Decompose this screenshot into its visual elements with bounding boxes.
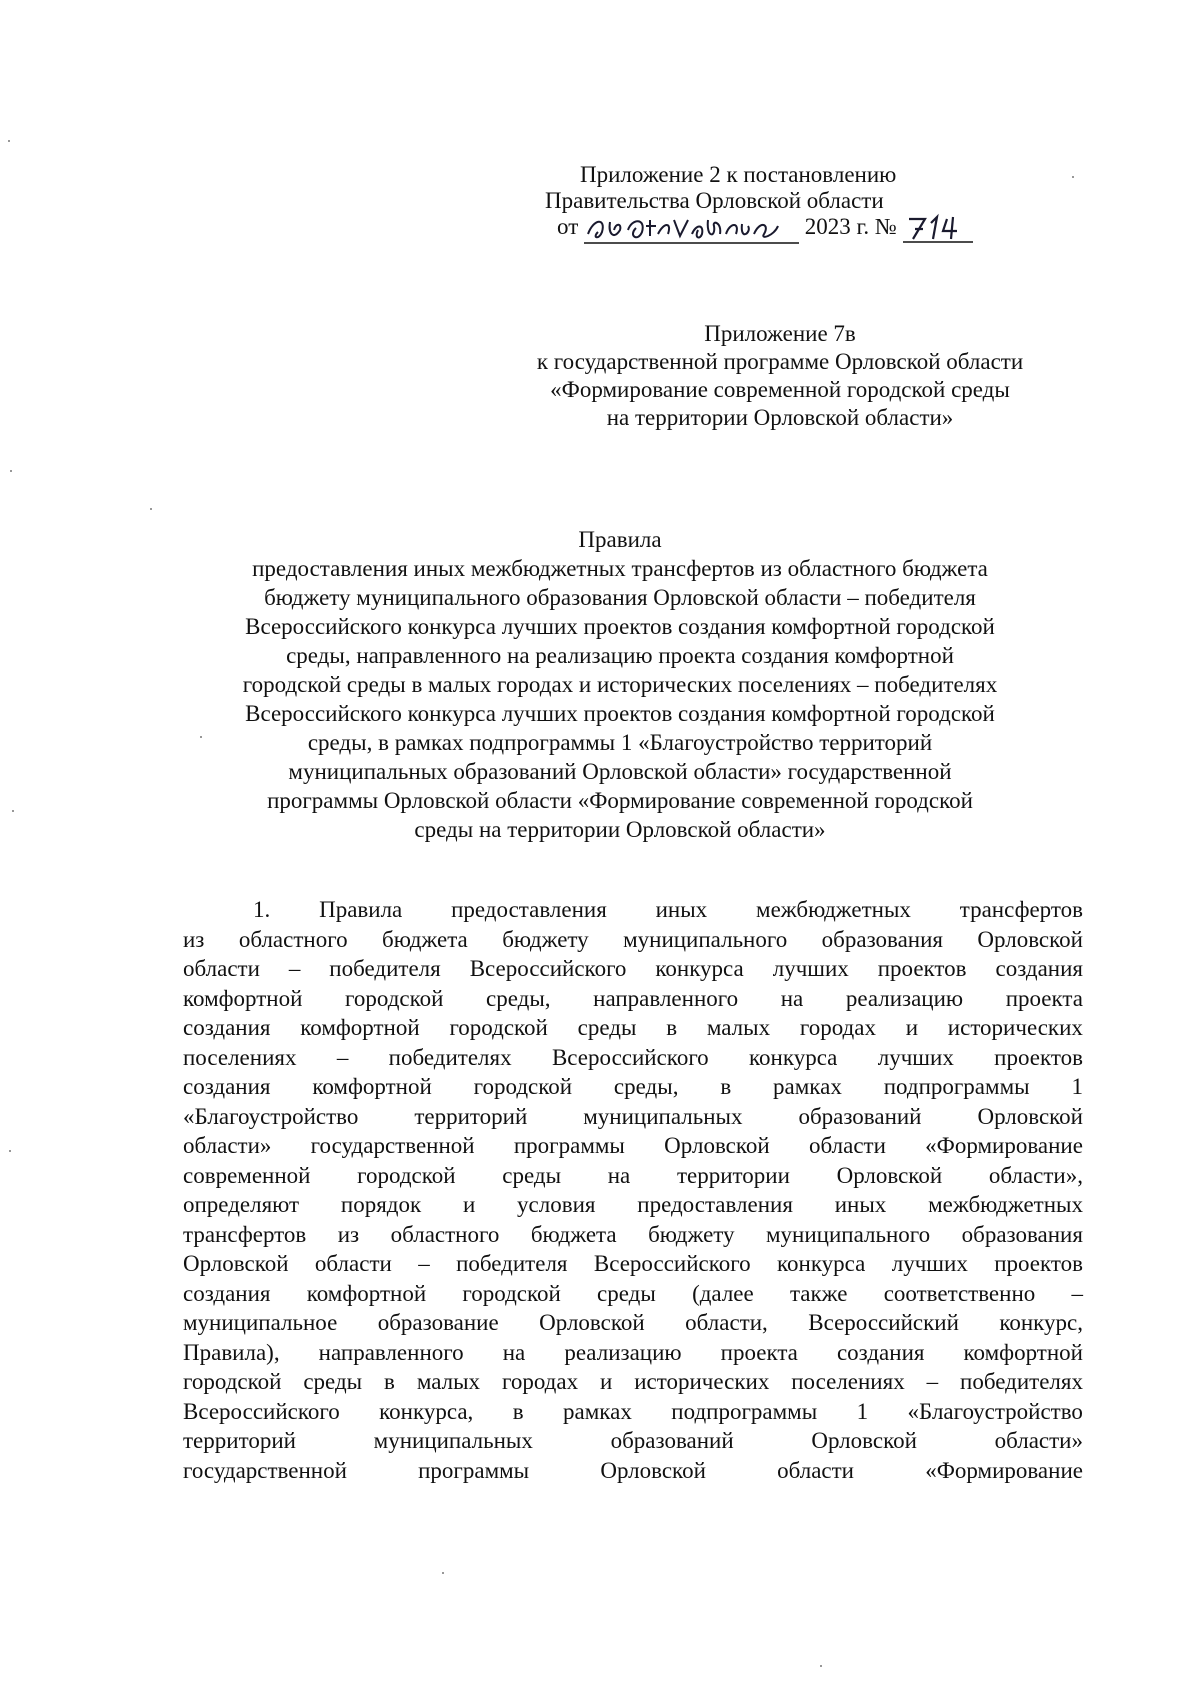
body-word: предоставления xyxy=(451,897,607,922)
body-word: на xyxy=(607,1162,631,1188)
body-word: проектов xyxy=(994,1251,1083,1276)
body-word: конкурса xyxy=(655,956,744,981)
body-line xyxy=(183,1072,1083,1102)
body-line xyxy=(183,984,1083,1014)
body-word: – xyxy=(418,1251,430,1276)
title-line: программы Орловской области «Формирование современной городской xyxy=(267,788,973,813)
body-word: в xyxy=(384,1369,395,1394)
body-word: комфортной xyxy=(963,1339,1083,1365)
body-word: Орловской xyxy=(539,1310,645,1335)
body-word: области, xyxy=(685,1310,768,1335)
program-header-line3: «Формирование современной городской среды xyxy=(550,377,1010,402)
body-word: подпрограммы xyxy=(671,1398,818,1424)
body-word: муниципального xyxy=(766,1221,931,1247)
body-word: области» xyxy=(994,1428,1083,1453)
body-word: иных xyxy=(834,1192,887,1217)
body-word: среды xyxy=(303,1369,363,1394)
body-word: конкурса, xyxy=(379,1398,474,1424)
scan-speck xyxy=(8,140,10,142)
body-word: победителях xyxy=(388,1044,512,1070)
title-line: Всероссийского конкурса лучших проектов создания комфортной городской xyxy=(245,614,995,639)
body-word: Всероссийского xyxy=(183,1398,340,1424)
title-line: среды, в рамках подпрограммы 1 «Благоустройство территорий xyxy=(307,730,933,755)
date-prefix: от xyxy=(557,214,579,239)
body-word: Орловской xyxy=(664,1133,770,1158)
body-word: муниципальное xyxy=(183,1310,338,1335)
body-word: рамках xyxy=(563,1398,632,1424)
body-word: создания xyxy=(995,956,1083,981)
body-word: муниципальных xyxy=(373,1428,533,1453)
body-line xyxy=(183,895,1083,925)
body-word: межбюджетных xyxy=(756,897,911,922)
body-word: Всероссийский xyxy=(808,1310,959,1335)
body-word: поселениях xyxy=(183,1044,297,1070)
body-line xyxy=(183,1102,1083,1132)
appendix-header-line1: Приложение 2 к постановлению xyxy=(580,162,897,187)
body-word: из xyxy=(337,1221,360,1247)
body-word: Всероссийского xyxy=(551,1044,709,1070)
program-header-line4: на территории Орловской области» xyxy=(606,405,954,430)
body-word: Всероссийского xyxy=(469,956,627,981)
body-word: бюджету xyxy=(648,1221,735,1247)
title-line: бюджету муниципального образования Орловской области – победителя xyxy=(264,585,976,610)
body-word: проектов xyxy=(877,956,967,981)
scan-speck xyxy=(442,1572,444,1574)
body-word: области xyxy=(183,956,260,981)
program-header-line1: Приложение 7в xyxy=(704,321,856,346)
body-word: и xyxy=(462,1192,476,1217)
body-word: образований xyxy=(798,1103,922,1129)
body-word: создания xyxy=(183,1015,271,1040)
title-line: среды, направленного на реализацию проекта создания комфортной xyxy=(286,643,954,668)
body-word: области xyxy=(777,1457,854,1483)
body-word: территории xyxy=(676,1162,790,1188)
body-word: порядок xyxy=(340,1192,422,1217)
appendix-header-date-line xyxy=(557,214,1000,243)
body-word: образования xyxy=(961,1221,1083,1247)
body-word: «Формирование xyxy=(925,1457,1083,1483)
body-word: образований xyxy=(610,1428,734,1453)
scan-speck xyxy=(1072,176,1074,178)
body-word: на xyxy=(502,1339,526,1365)
body-word: городской xyxy=(473,1074,573,1099)
body-word: – xyxy=(288,956,301,981)
program-header-line2: к государственной программе Орловской области xyxy=(536,349,1024,374)
program-header xyxy=(460,320,1100,432)
body-word: городской xyxy=(462,1280,561,1306)
body-word: Орловской xyxy=(836,1162,943,1188)
body-word: Всероссийского xyxy=(593,1251,751,1276)
body-word: условия xyxy=(517,1192,596,1217)
body-word: «Благоустройство xyxy=(907,1398,1083,1424)
body-word: малых xyxy=(416,1369,481,1394)
body-line xyxy=(183,1456,1083,1486)
body-word: победителя xyxy=(456,1251,568,1276)
body-word: – xyxy=(336,1044,349,1070)
body-word: среды xyxy=(597,1280,656,1306)
body-word: современной xyxy=(183,1162,311,1188)
body-word: определяют xyxy=(183,1192,300,1217)
body-word: области» xyxy=(183,1133,272,1158)
body-word: также xyxy=(789,1280,848,1306)
handwritten-date-icon xyxy=(584,212,799,246)
body-line xyxy=(183,1043,1083,1073)
body-word: межбюджетных xyxy=(928,1192,1083,1217)
handwritten-number xyxy=(903,215,973,243)
body-word: в xyxy=(720,1074,732,1099)
body-word: соответственно xyxy=(883,1280,1036,1306)
body-word: создания xyxy=(183,1074,271,1099)
body-word: поселениях xyxy=(791,1369,905,1394)
body-word: Орловской xyxy=(600,1457,706,1483)
body-word: комфортной xyxy=(183,985,303,1011)
body-word: на xyxy=(780,985,804,1011)
body-word: комфортной xyxy=(312,1074,432,1099)
scan-speck xyxy=(820,1665,822,1667)
body-word: бюджету xyxy=(502,926,589,952)
body-word: конкурса xyxy=(777,1251,866,1276)
body-word: предоставления xyxy=(637,1192,793,1217)
body-word: лучших xyxy=(877,1044,954,1070)
body-line xyxy=(183,925,1083,955)
scan-speck xyxy=(200,736,202,738)
scan-speck xyxy=(9,1150,11,1152)
title-line: среды на территории Орловской области» xyxy=(414,817,826,842)
body-word: – xyxy=(1071,1280,1083,1306)
body-word: Орловской xyxy=(183,1251,289,1276)
body-word: государственной xyxy=(310,1133,475,1158)
body-line xyxy=(183,1220,1083,1250)
body-word: территорий xyxy=(414,1103,528,1129)
body-word: «Благоустройство xyxy=(183,1103,359,1129)
body-word: и xyxy=(599,1369,613,1394)
body-word: городской xyxy=(449,1015,548,1040)
body-word: бюджета xyxy=(530,1221,617,1247)
document-title xyxy=(170,525,1070,844)
body-word: среды, xyxy=(613,1074,679,1099)
body-word: территорий xyxy=(183,1428,296,1453)
body-word: 1 xyxy=(856,1398,869,1424)
handwritten-date xyxy=(584,216,799,242)
body-word: Орловской xyxy=(977,1103,1083,1129)
body-word: Орловской xyxy=(977,926,1083,952)
body-word: направленного xyxy=(593,985,739,1011)
body-word: областного xyxy=(390,1221,500,1247)
body-word: среды, xyxy=(486,985,551,1011)
body-word: проектов xyxy=(994,1044,1083,1070)
body-word: городах xyxy=(501,1369,579,1394)
body-word: областного xyxy=(238,926,348,952)
body-word: бюджета xyxy=(382,926,468,952)
body-word: из xyxy=(183,926,205,952)
body-word: трансфертов xyxy=(183,1221,307,1247)
body-word: образования xyxy=(821,926,943,952)
body-line xyxy=(183,1367,1083,1397)
body-line xyxy=(183,1013,1083,1043)
date-year: 2023 г. № xyxy=(804,214,897,239)
body-word: иных xyxy=(655,897,708,922)
body-word: области xyxy=(314,1251,392,1276)
scan-speck xyxy=(10,470,12,472)
body-word: конкурс, xyxy=(999,1310,1083,1335)
body-word: и xyxy=(905,1015,919,1040)
body-word: городской xyxy=(357,1162,456,1188)
title-heading: Правила xyxy=(578,527,662,552)
body-line xyxy=(183,954,1083,984)
body-word: Правила xyxy=(319,897,403,922)
body-word: реализацию xyxy=(564,1339,682,1365)
body-word: образование xyxy=(377,1310,499,1335)
body-line xyxy=(183,1279,1083,1309)
body-word: городской xyxy=(345,985,444,1011)
body-word: среды xyxy=(502,1162,562,1188)
body-word: программы xyxy=(513,1133,625,1158)
body-word: победителях xyxy=(960,1369,1083,1394)
body-word: муниципального xyxy=(623,926,788,952)
body-word: среды xyxy=(577,1015,637,1040)
body-word: Орловской xyxy=(811,1428,917,1453)
body-word: направленного xyxy=(318,1339,464,1365)
body-word: исторических xyxy=(634,1369,770,1394)
body-paragraph xyxy=(183,895,1083,1485)
body-word: городах xyxy=(799,1015,876,1040)
appendix-header-line2: Правительства Орловской области xyxy=(545,188,884,213)
body-line xyxy=(183,1249,1083,1279)
body-line xyxy=(183,1338,1083,1368)
body-word: области xyxy=(809,1133,886,1158)
body-word: 1. xyxy=(253,897,271,922)
body-word: подпрограммы xyxy=(883,1074,1030,1099)
body-word: государственной xyxy=(183,1457,347,1483)
body-word: победителя xyxy=(329,956,441,981)
body-word: трансфертов xyxy=(959,897,1083,922)
body-word: лучших xyxy=(891,1251,968,1276)
body-word: создания xyxy=(836,1339,925,1365)
body-line xyxy=(183,1397,1083,1427)
body-word: – xyxy=(926,1369,939,1394)
body-line xyxy=(183,1131,1083,1161)
body-word: проекта xyxy=(720,1339,798,1365)
body-line xyxy=(183,1426,1083,1456)
title-line: предоставления иных межбюджетных трансфертов из областного бюджета xyxy=(252,556,988,581)
body-word: муниципальных xyxy=(583,1103,743,1129)
body-word: комфортной xyxy=(300,1015,420,1040)
title-line: Всероссийского конкурса лучших проектов создания комфортной городской xyxy=(245,701,995,726)
body-word: области», xyxy=(988,1162,1083,1188)
body-word: реализацию xyxy=(845,985,964,1011)
body-word: программы xyxy=(418,1457,530,1483)
appendix-header xyxy=(545,162,1000,243)
body-word: Правила), xyxy=(183,1339,280,1365)
scan-speck xyxy=(150,508,152,510)
body-word: в xyxy=(666,1015,678,1040)
scan-speck xyxy=(12,810,14,812)
handwritten-number-icon xyxy=(903,211,973,245)
body-word: рамках xyxy=(773,1074,842,1099)
body-word: конкурса xyxy=(749,1044,838,1070)
body-word: «Формирование xyxy=(925,1133,1083,1158)
body-line xyxy=(183,1190,1083,1220)
body-word: 1 xyxy=(1071,1074,1083,1099)
body-line xyxy=(183,1308,1083,1338)
title-line: городской среды в малых городах и исторических поселениях – победителях xyxy=(242,672,998,697)
body-line xyxy=(183,1161,1083,1191)
body-word: городской xyxy=(183,1369,282,1394)
body-word: проекта xyxy=(1005,985,1083,1011)
body-word: исторических xyxy=(947,1015,1083,1040)
body-word: лучших xyxy=(772,956,849,981)
body-word: малых xyxy=(706,1015,771,1040)
body-word: (далее xyxy=(692,1280,754,1306)
body-word: создания xyxy=(183,1280,271,1306)
body-word: комфортной xyxy=(306,1280,427,1306)
title-line: муниципальных образований Орловской области» государственной xyxy=(288,759,952,784)
body-word: в xyxy=(512,1398,524,1424)
